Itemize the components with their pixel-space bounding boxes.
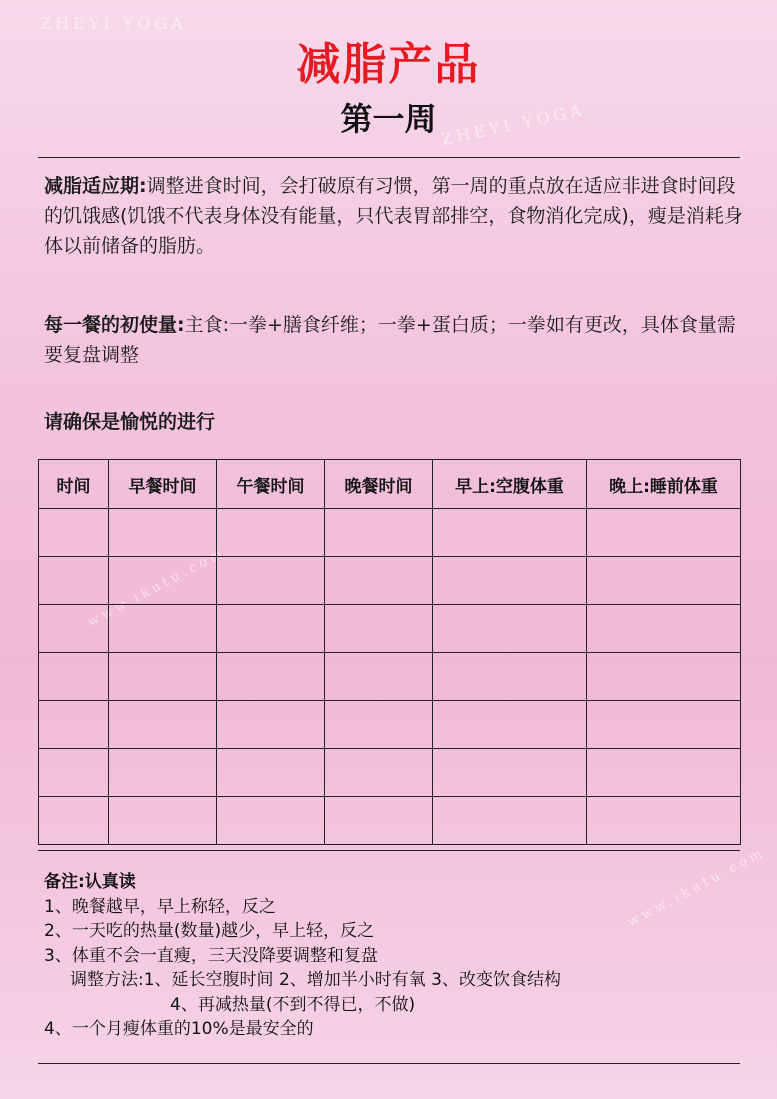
header-time: 时间 [39, 460, 109, 509]
table-row [39, 653, 741, 701]
watermark-brand: ZHEYI YOGA [439, 99, 588, 150]
table-cell[interactable] [433, 653, 587, 701]
header-morning-weight: 早上:空腹体重 [433, 460, 587, 509]
note-item: 2、一天吃的热量(数量)越少，早上轻，反之 [44, 921, 375, 941]
table-cell[interactable] [217, 509, 325, 557]
watermark-site: www.ikutu.com [85, 544, 229, 631]
watermark-site: www.ikutu.com [625, 844, 769, 931]
table-cell[interactable] [217, 749, 325, 797]
table-body [39, 509, 741, 845]
table-cell[interactable] [109, 653, 217, 701]
table-row [39, 797, 741, 845]
table-cell[interactable] [109, 797, 217, 845]
table-cell[interactable] [587, 653, 741, 701]
table-cell[interactable] [433, 509, 587, 557]
note-item: 4、一个月瘦体重的10%是最安全的 [44, 1019, 314, 1039]
notes-section [44, 870, 744, 1042]
table-cell[interactable] [39, 653, 109, 701]
table-cell[interactable] [433, 557, 587, 605]
table-cell[interactable] [587, 701, 741, 749]
table-cell[interactable] [325, 653, 433, 701]
note-item: 3、体重不会一直瘦，三天没降要调整和复盘 [44, 945, 378, 966]
table-row [39, 509, 741, 557]
table-row [39, 605, 741, 653]
table-cell[interactable] [217, 797, 325, 845]
page-title: 减脂产品 [296, 39, 481, 90]
divider-bottom [38, 850, 740, 851]
header-breakfast: 早餐时间 [109, 460, 217, 509]
header-night-weight: 晚上:睡前体重 [587, 460, 741, 509]
table-cell[interactable] [109, 509, 217, 557]
table-cell[interactable] [109, 749, 217, 797]
table-cell[interactable] [587, 605, 741, 653]
table-cell[interactable] [433, 749, 587, 797]
table-cell[interactable] [433, 605, 587, 653]
table-cell[interactable] [433, 797, 587, 845]
table-cell[interactable] [109, 557, 217, 605]
table-cell[interactable] [39, 701, 109, 749]
table-cell[interactable] [587, 509, 741, 557]
divider-top [38, 157, 740, 158]
table-row [39, 749, 741, 797]
table-header-row [39, 460, 741, 509]
table-cell[interactable] [217, 605, 325, 653]
table-cell[interactable] [325, 701, 433, 749]
table-row [39, 557, 741, 605]
note-item: 调整方法:1、延长空腹时间 2、增加半小时有氧 3、改变饮食结构 [70, 970, 561, 990]
table-cell[interactable] [109, 701, 217, 749]
table-cell[interactable] [39, 797, 109, 845]
header-lunch: 午餐时间 [217, 460, 325, 509]
intro-paragraph [44, 171, 744, 261]
note-item: 1、晚餐越早，早上称轻，反之 [44, 896, 276, 917]
table-cell[interactable] [587, 797, 741, 845]
intro-text: 调整进食时间，会打破原有习惯，第一周的重点放在适应非进食时间段的饥饿感(饥饿不代表身体没有能量，只代表胃部排空，食物消化完成)，瘦是消耗身体以前储备的脂肪。 [44, 175, 743, 257]
table-cell[interactable] [39, 509, 109, 557]
table-cell[interactable] [587, 557, 741, 605]
intro-label: 减脂适应期: [44, 175, 147, 197]
notes-heading: 备注:认真读 [44, 872, 136, 892]
table-cell[interactable] [325, 797, 433, 845]
portion-label: 每一餐的初使量: [44, 314, 185, 336]
table-row [39, 701, 741, 749]
table-cell[interactable] [39, 557, 109, 605]
watermark-brand: ZHEYI YOGA [40, 14, 187, 33]
tracking-table [38, 459, 741, 845]
table-cell[interactable] [325, 557, 433, 605]
header-dinner: 晚餐时间 [325, 460, 433, 509]
divider-end [38, 1063, 740, 1064]
table-cell[interactable] [39, 605, 109, 653]
table-cell[interactable] [217, 557, 325, 605]
table-cell[interactable] [587, 749, 741, 797]
portion-text: 主食:一拳+膳食纤维；一拳+蛋白质；一拳如有更改，具体食量需要复盘调整 [44, 314, 736, 366]
table-cell[interactable] [109, 605, 217, 653]
table-cell[interactable] [217, 701, 325, 749]
portion-paragraph [44, 310, 744, 370]
table-cell[interactable] [325, 509, 433, 557]
page-subtitle: 第一周 [340, 100, 437, 138]
table-cell[interactable] [39, 749, 109, 797]
table-cell[interactable] [433, 701, 587, 749]
table-cell[interactable] [325, 605, 433, 653]
table-cell[interactable] [217, 653, 325, 701]
table-cell[interactable] [325, 749, 433, 797]
note-item: 4、再减热量(不到不得已，不做) [170, 994, 416, 1015]
reminder-text: 请确保是愉悦的进行 [44, 411, 216, 433]
